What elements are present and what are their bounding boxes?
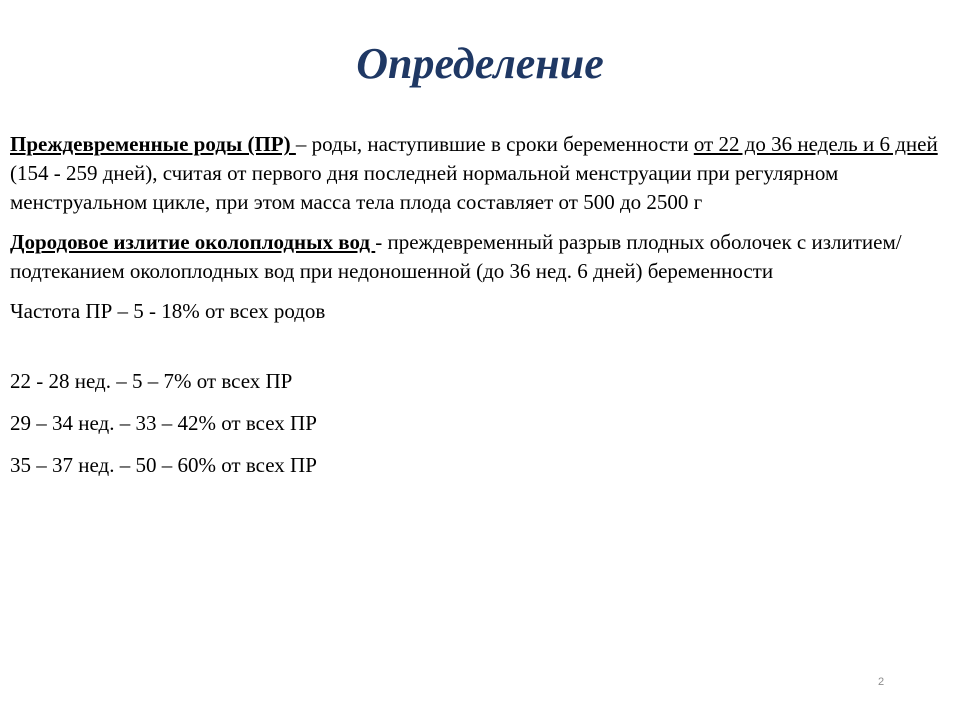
term-preterm-birth: Преждевременные роды (ПР) <box>10 132 296 156</box>
definition-preterm-birth <box>10 130 945 217</box>
stat-line: 22 - 28 нед. – 5 – 7% от всех ПР <box>10 369 293 393</box>
definition-prom <box>10 228 945 286</box>
definition-rest-text: (154 - 259 дней), считая от первого дня последней нормальной менструации при регулярном менструальном цикле, при этом масса тела плода составляет от 500 до 2500 г <box>10 161 839 214</box>
term-prom: Дородовое излитие околоплодных вод <box>10 230 376 254</box>
definition-prom-text: - преждевременный разрыв плодных оболочек с излитием/подтеканием околоплодных вод при недоношенной (до 36 нед. 6 дней) беременности <box>10 230 902 283</box>
gestation-range: от 22 до 36 недель и 6 дней <box>693 132 938 156</box>
slide-title: Определение <box>356 39 604 88</box>
slide-body <box>10 130 945 493</box>
definition-dash-text: – роды, наступившие в сроки беременности <box>295 132 694 156</box>
page-number: 2 <box>877 676 885 688</box>
stat-line: 35 – 37 нед. – 50 – 60% от всех ПР <box>10 453 317 477</box>
stat-line: 29 – 34 нед. – 33 – 42% от всех ПР <box>10 411 317 435</box>
frequency-text: Частота ПР – 5 - 18% от всех родов <box>10 299 326 323</box>
